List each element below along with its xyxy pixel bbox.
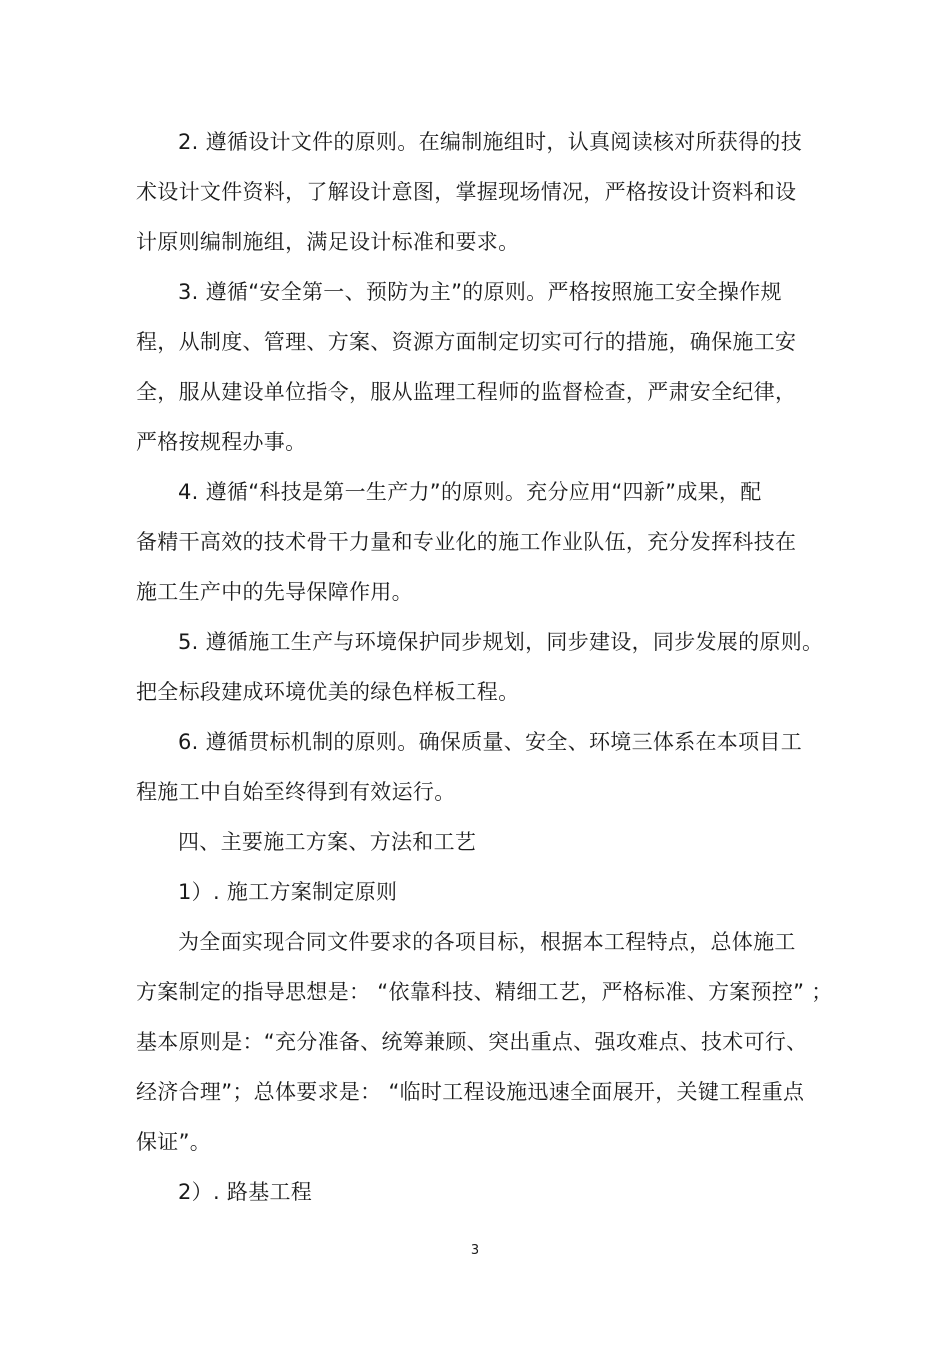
text-line: 保证”。	[136, 1130, 212, 1154]
text-line: 5. 遵循施工生产与环境保护同步规划，同步建设，同步发展的原则。	[178, 630, 824, 654]
text-line: 施工生产中的先导保障作用。	[136, 580, 413, 604]
text-line: 严格按规程办事。	[136, 430, 307, 454]
text-line: 程施工中自始至终得到有效运行。	[136, 780, 456, 804]
text-line: 经济合理”；总体要求是： “临时工程设施迅速全面展开，关键工程重点	[136, 1080, 805, 1104]
text-line: 基本原则是：“充分准备、统筹兼顾、突出重点、强攻难点、技术可行、	[136, 1030, 808, 1054]
text-line: 备精干高效的技术骨干力量和专业化的施工作业队伍，充分发挥科技在	[136, 530, 797, 554]
text-line: 全，服从建设单位指令，服从监理工程师的监督检查，严肃安全纪律，	[136, 380, 797, 404]
text-line: 2. 遵循设计文件的原则。在编制施组时，认真阅读核对所获得的技	[178, 130, 803, 154]
text-line: 术设计文件资料，了解设计意图，掌握现场情况，严格按设计资料和设	[136, 180, 797, 204]
text-line: 3. 遵循“安全第一、预防为主”的原则。严格按照施工安全操作规	[178, 280, 782, 304]
text-line: 方案制定的指导思想是： “依靠科技、精细工艺，严格标准、方案预控” ；	[136, 980, 833, 1004]
text-line: 为全面实现合同文件要求的各项目标，根据本工程特点，总体施工	[178, 930, 796, 954]
text-line: 6. 遵循贯标机制的原则。确保质量、安全、环境三体系在本项目工	[178, 730, 803, 754]
text-line: 4. 遵循“科技是第一生产力”的原则。充分应用“四新”成果，配	[178, 480, 762, 504]
text-line: 计原则编制施组，满足设计标准和要求。	[136, 230, 520, 254]
subsection-heading: 1）. 施工方案制定原则	[178, 880, 398, 904]
page-number: 3	[470, 1243, 480, 1258]
section-heading: 四、主要施工方案、方法和工艺	[178, 830, 477, 854]
text-line: 把全标段建成环境优美的绿色样板工程。	[136, 680, 520, 704]
text-line: 程，从制度、管理、方案、资源方面制定切实可行的措施，确保施工安	[136, 330, 797, 354]
subsection-heading: 2）. 路基工程	[178, 1180, 313, 1204]
